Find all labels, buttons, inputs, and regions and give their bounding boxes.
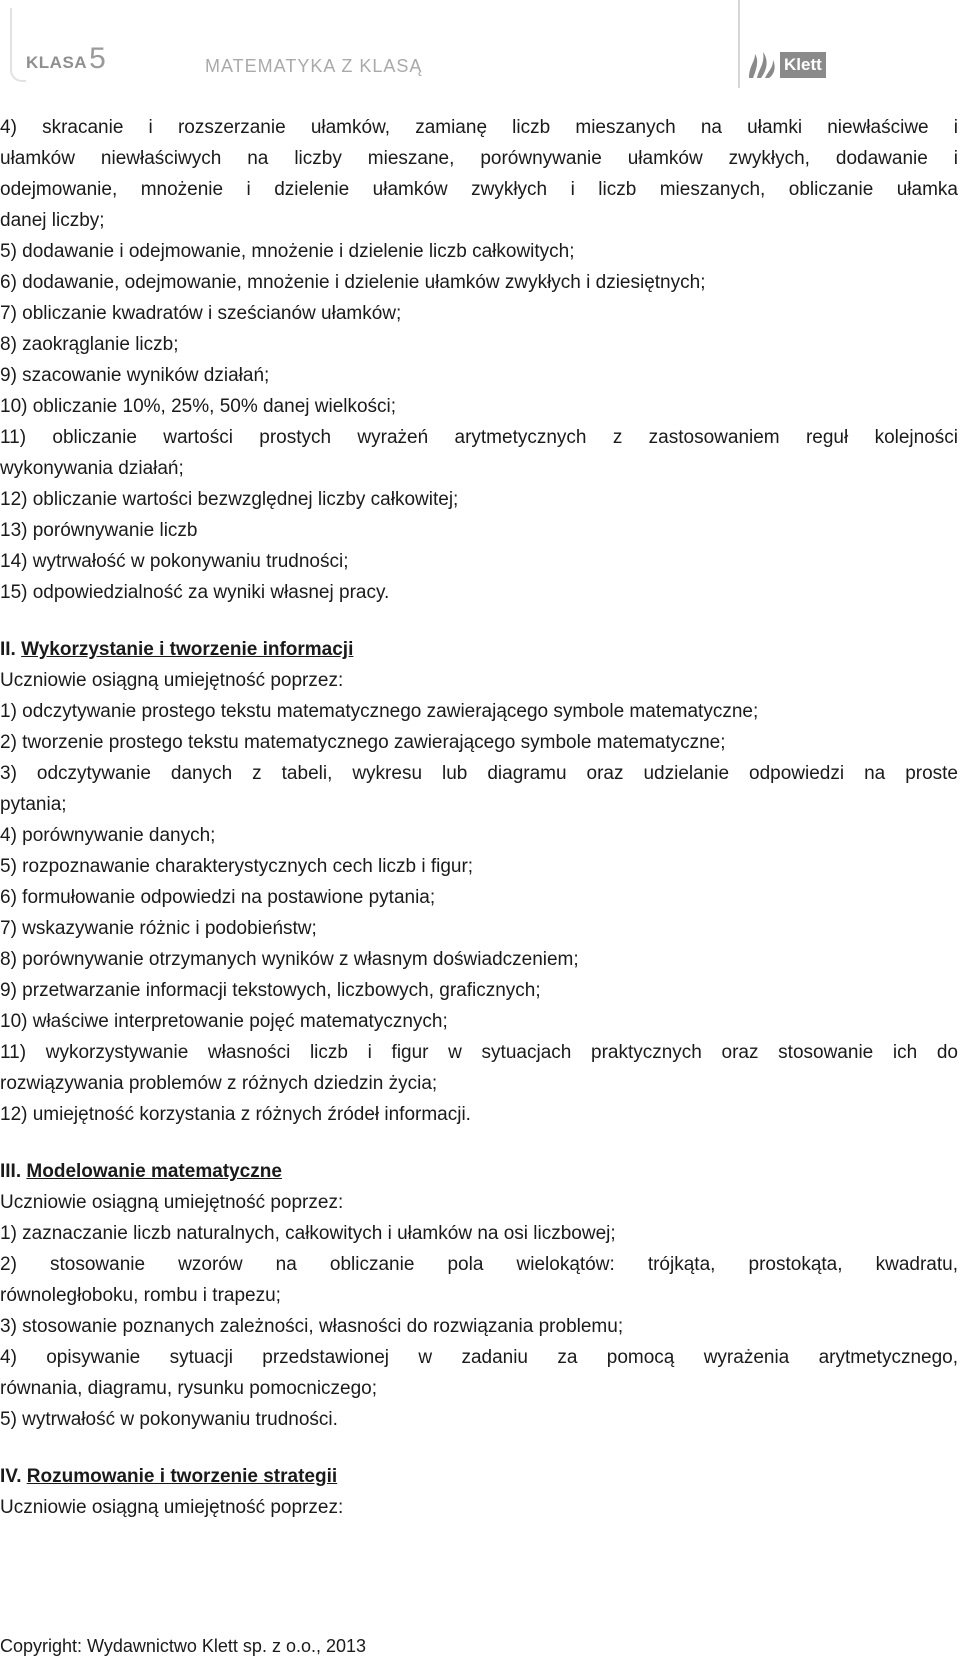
text-line: 10) właściwe interpretowanie pojęć matematycznych; — [0, 1011, 448, 1032]
section-number: IV. — [0, 1466, 27, 1487]
section-4 — [0, 1461, 958, 1523]
text-line: ułamków niewłaściwych na liczby mieszane, porównywanie ułamków zwykłych, dodawanie i — [0, 148, 958, 169]
klett-logo-text: Klett — [780, 52, 826, 78]
section-heading — [0, 1156, 958, 1187]
text-line: 15) odpowiedzialność za wyniki własnej pracy. — [0, 582, 390, 603]
section-intro: Uczniowie osiągną umiejętność poprzez: — [0, 670, 344, 691]
text-line: 6) formułowanie odpowiedzi na postawione pytania; — [0, 887, 436, 908]
text-line: 9) szacowanie wyników działań; — [0, 365, 270, 386]
text-line: 1) zaznaczanie liczb naturalnych, całkowitych i ułamków na osi liczbowej; — [0, 1223, 616, 1244]
text-line: 1) odczytywanie prostego tekstu matematycznego zawierającego symbole matematyczne; — [0, 701, 759, 722]
section-3 — [0, 1156, 958, 1435]
text-line: odejmowanie, mnożenie i dzielenie ułamków zwykłych i liczb mieszanych, obliczanie ułamka — [0, 179, 958, 200]
grade-word: KLASA — [26, 53, 88, 72]
text-line: 6) dodawanie, odejmowanie, mnożenie i dzielenie ułamków zwykłych i dziesiętnych; — [0, 272, 706, 293]
text-line: 4) opisywanie sytuacji przedstawionej w zadaniu za pomocą wyrażenia arytmetycznego, — [0, 1347, 958, 1368]
text-line: 2) stosowanie wzorów na obliczanie pola wielokątów: trójkąta, prostokąta, kwadratu, — [0, 1254, 958, 1275]
text-line: równania, diagramu, rysunku pomocniczego; — [0, 1378, 378, 1399]
subject-title: MATEMATYKA Z KLASĄ — [205, 56, 423, 76]
header-corner-decoration — [10, 8, 26, 82]
section-title: Rozumowanie i tworzenie strategii — [26, 1466, 338, 1487]
text-line: danej liczby; — [0, 210, 105, 231]
text-line: 8) porównywanie otrzymanych wyników z własnym doświadczeniem; — [0, 949, 579, 970]
text-line: 9) przetwarzanie informacji tekstowych, liczbowych, graficznych; — [0, 980, 541, 1001]
grade-label — [26, 42, 106, 76]
text-line: 2) tworzenie prostego tekstu matematycznego zawierającego symbole matematyczne; — [0, 732, 726, 753]
text-line: 11) obliczanie wartości prostych wyrażeń arytmetycznych z zastosowaniem reguł kolejności — [0, 427, 958, 448]
klett-emblem-icon — [745, 48, 777, 82]
document-body — [0, 112, 958, 1523]
text-line: 12) umiejętność korzystania z różnych źródeł informacji. — [0, 1104, 471, 1125]
section-number: III. — [0, 1161, 27, 1182]
text-line: 13) porównywanie liczb — [0, 520, 198, 541]
text-line: 4) skracanie i rozszerzanie ułamków, zamianę liczb mieszanych na ułamki niewłaściwe i — [0, 117, 958, 138]
text-line: 5) rozpoznawanie charakterystycznych cech liczb i figur; — [0, 856, 474, 877]
section-number: II. — [0, 639, 22, 660]
section-spacer — [0, 1130, 958, 1156]
text-line: 4) porównywanie danych; — [0, 825, 216, 846]
text-line: 14) wytrwałość w pokonywaniu trudności; — [0, 551, 349, 572]
text-line: 7) obliczanie kwadratów i sześcianów ułamków; — [0, 303, 402, 324]
section-intro: Uczniowie osiągną umiejętność poprzez: — [0, 1497, 344, 1518]
section-heading — [0, 634, 958, 665]
section-spacer — [0, 608, 958, 634]
section-heading — [0, 1461, 958, 1492]
text-line: równoległoboku, rombu i trapezu; — [0, 1285, 281, 1306]
text-line: 7) wskazywanie różnic i podobieństw; — [0, 918, 317, 939]
copyright-footer: Copyright: Wydawnictwo Klett sp. z o.o., 2013 — [0, 1636, 367, 1656]
text-line: 5) wytrwałość w pokonywaniu trudności. — [0, 1409, 338, 1430]
section-spacer — [0, 1435, 958, 1461]
section-title: Modelowanie matematyczne — [26, 1161, 282, 1182]
text-line: pytania; — [0, 794, 67, 815]
text-line: 3) odczytywanie danych z tabeli, wykresu lub diagramu oraz udzielanie odpowiedzi na proste — [0, 763, 958, 784]
text-line: 11) wykorzystywanie własności liczb i figur w sytuacjach praktycznych oraz stosowanie ich do — [0, 1042, 958, 1063]
section-title: Wykorzystanie i tworzenie informacji — [21, 639, 354, 660]
text-line: 3) stosowanie poznanych zależności, własności do rozwiązania problemu; — [0, 1316, 624, 1337]
grade-number: 5 — [89, 42, 107, 75]
section-2 — [0, 634, 958, 1130]
text-line: 10) obliczanie 10%, 25%, 50% danej wielkości; — [0, 396, 397, 417]
section-1-continuation — [0, 112, 958, 608]
text-line: rozwiązywania problemów z różnych dziedzin życia; — [0, 1073, 438, 1094]
text-line: 8) zaokrąglanie liczb; — [0, 334, 179, 355]
page-header — [0, 0, 960, 95]
section-intro: Uczniowie osiągną umiejętność poprzez: — [0, 1192, 344, 1213]
text-line: 5) dodawanie i odejmowanie, mnożenie i dzielenie liczb całkowitych; — [0, 241, 575, 262]
text-line: 12) obliczanie wartości bezwzględnej liczby całkowitej; — [0, 489, 459, 510]
text-line: wykonywania działań; — [0, 458, 184, 479]
